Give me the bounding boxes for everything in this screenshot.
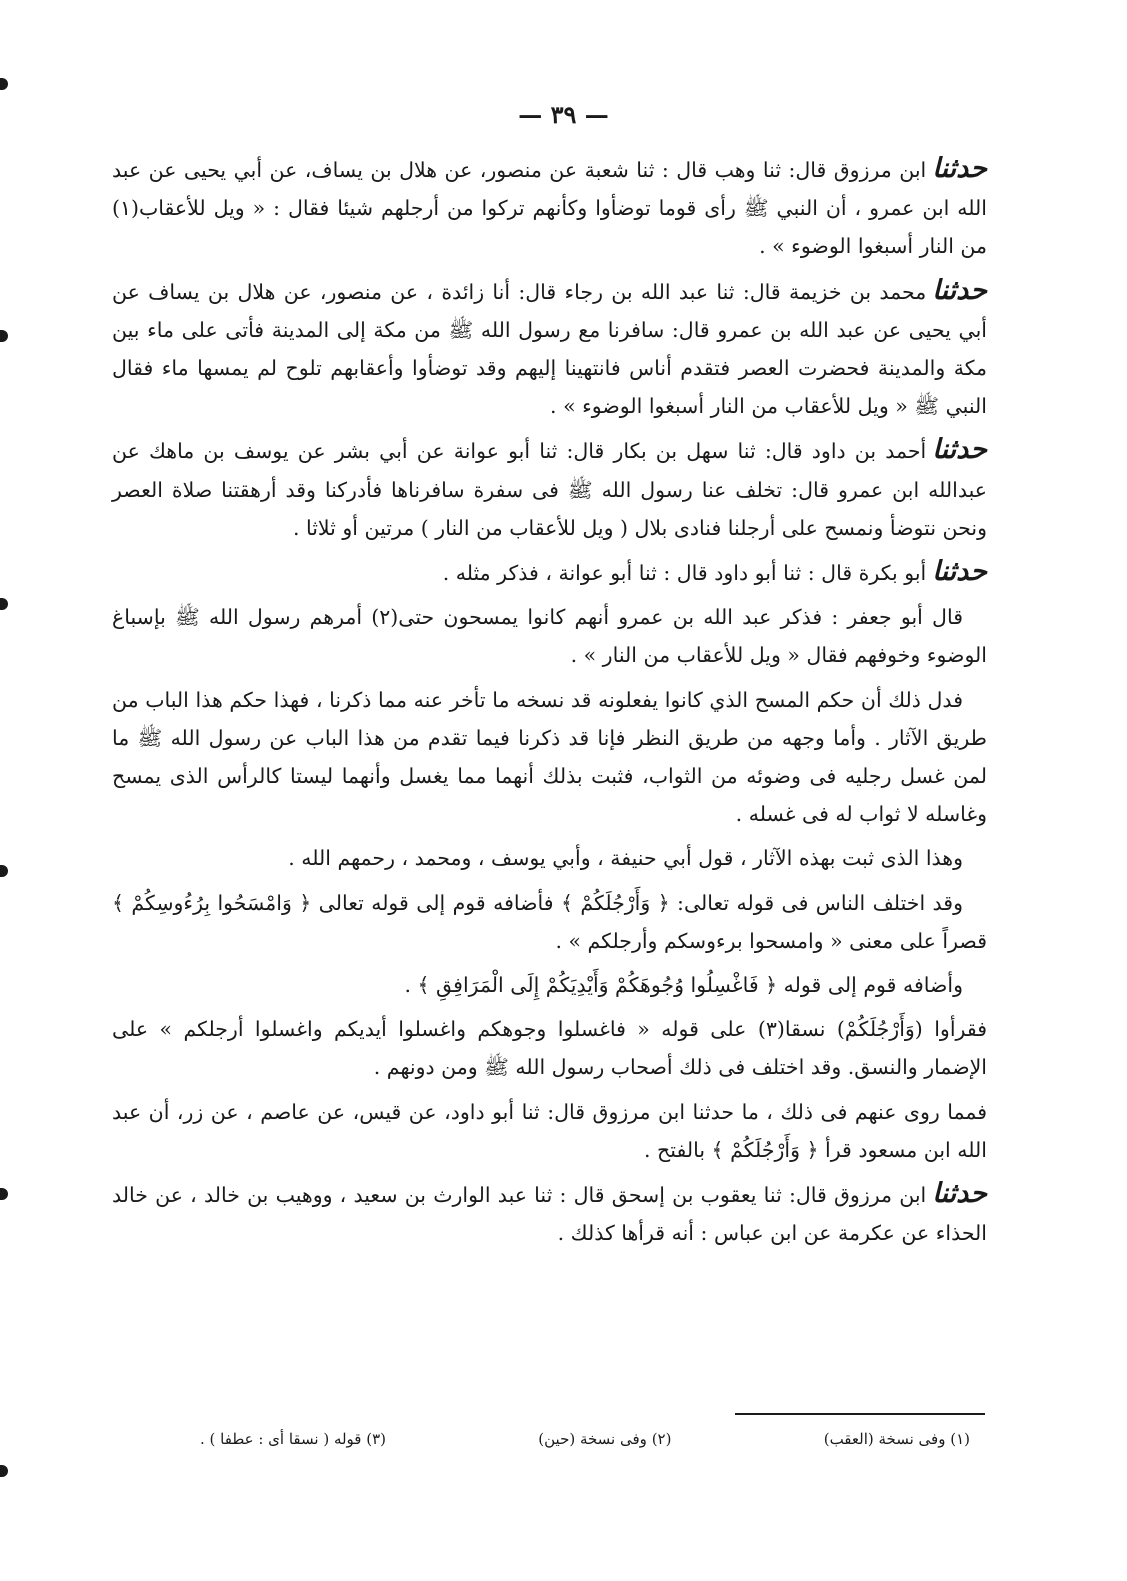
paragraph-7	[112, 839, 987, 877]
footnote-divider	[735, 1413, 985, 1415]
paragraph-text: وأضافه قوم إلى قوله ﴿ فَاغْسِلُوا وُجُوهَكُمْ وَأَيْدِيَكُمْ إِلَى الْمَرَافِقِ ﴾ .	[404, 973, 963, 998]
paragraph-text: ابن مرزوق قال: ثنا يعقوب بن إسحق قال : ثنا عبد الوارث بن سعيد ، ووهيب بن خالد ، عن خالد الحذاء عن عكرمة عن ابن عباس : أنه قرأها كذلك .	[112, 1183, 987, 1246]
lead-word: حدثنا	[932, 1178, 987, 1210]
paragraph-6	[112, 681, 987, 834]
lead-word: حدثنا	[932, 434, 987, 466]
paragraph-5	[112, 598, 987, 674]
footnote-1: (١) وفى نسخة (العقب)	[823, 1430, 970, 1448]
page-number: — ٣٩ —	[518, 100, 609, 129]
paragraph-9	[112, 966, 987, 1004]
binding-mark	[0, 1465, 8, 1477]
paragraph-text: وهذا الذى ثبت بهذه الآثار ، قول أبي حنيفة ، وأبي يوسف ، ومحمد ، رحمهم الله .	[288, 846, 963, 871]
paragraph-text: ابن مرزوق قال: ثنا وهب قال : ثنا شعبة عن منصور، عن هلال بن يساف، عن أبي يحيى عن عبد الله ابن عمرو ، أن النبي ﷺ رأى قوما توضأوا وكأنهم تركوا من أرجلهم شيئا فقال : « ويل للأعقاب(١) من النار أسبغوا الوضوء » .	[112, 158, 987, 259]
binding-mark	[0, 78, 8, 90]
paragraph-3	[112, 431, 987, 547]
paragraph-text: قال أبو جعفر : فذكر عبد الله بن عمرو أنهم كانوا يمسحون حتى(٢) أمرهم رسول الله ﷺ بإسباغ الوضوء وخوفهم فقال « ويل للأعقاب من النار » .	[112, 605, 987, 668]
paragraph-1	[112, 150, 987, 266]
paragraph-text: أحمد بن داود قال: ثنا سهل بن بكار قال: ثنا أبو عوانة عن أبي بشر عن يوسف بن ماهك عن عبدالله ابن عمرو قال: تخلف عنا رسول الله ﷺ فى سفرة سافرناها فأدركنا وقد أرهقتنا صلاة العصر ونحن نتوضأ ونمسح على أرجلنا فنادى بلال ( ويل للأعقاب من النار ) مرتين أو ثلاثا .	[112, 439, 987, 540]
binding-mark	[0, 598, 8, 610]
binding-mark	[0, 865, 8, 877]
paragraph-10	[112, 1010, 987, 1086]
footnotes	[200, 1430, 970, 1448]
binding-mark	[0, 1188, 8, 1200]
lead-word: حدثنا	[932, 556, 987, 588]
footnote-2: (٢) وفى نسخة (حين)	[538, 1430, 672, 1448]
paragraph-8	[112, 884, 987, 960]
binding-mark	[0, 330, 8, 342]
main-text	[112, 150, 987, 1258]
paragraph-text: فمما روى عنهم فى ذلك ، ما حدثنا ابن مرزوق قال: ثنا أبو داود، عن قيس، عن عاصم ، عن زر، أن عبد الله ابن مسعود قرأ ﴿ وَأَرْجُلَكُمْ ﴾ بالفتح .	[112, 1099, 987, 1162]
paragraph-text: فقرأوا (وَأَرْجُلَكُمْ) نسقا(٣) على قوله « فاغسلوا وجوهكم واغسلوا أيديكم واغسلوا أرجلكم » على الإضمار والنسق. وقد اختلف فى ذلك أصحاب رسول الله ﷺ ومن دونهم .	[112, 1017, 987, 1080]
paragraph-text: وقد اختلف الناس فى قوله تعالى: ﴿ وَأَرْجُلَكُمْ ﴾ فأضافه قوم إلى قوله تعالى ﴿ وَامْسَحُوا بِرُءُوسِكُمْ ﴾ قصراً على معنى « وامسحوا برءوسكم وأرجلكم » .	[112, 890, 987, 953]
paragraph-2	[112, 272, 987, 426]
lead-word: حدثنا	[932, 274, 987, 306]
lead-word: حدثنا	[932, 153, 987, 184]
paragraph-text: محمد بن خزيمة قال: ثنا عبد الله بن رجاء قال: أنا زائدة ، عن منصور، عن هلال بن يساف عن أبي يحيى عن عبد الله بن عمرو قال: سافرنا مع رسول الله ﷺ من مكة إلى المدينة فأتى على ماء بين مكة والمدينة فحضرت العصر فتقدم أناس فانتهينا إليهم وقد توضأوا وأعقابهم تلوح لم يمسها ماء فقال النبي ﷺ « ويل للأعقاب من النار أسبغوا الوضوء » .	[112, 279, 987, 419]
paragraph-4	[112, 553, 987, 592]
footnote-3: (٣) قوله ( نسقا أى : عطفا ) .	[200, 1430, 387, 1448]
paragraph-11	[112, 1093, 987, 1169]
paragraph-12	[112, 1175, 987, 1252]
paragraph-text: فدل ذلك أن حكم المسح الذي كانوا يفعلونه قد نسخه ما تأخر عنه مما ذكرنا ، فهذا حكم هذا الباب من طريق الآثار . وأما وجهه من طريق النظر فإنا قد ذكرنا فيما تقدم من هذا الباب عن رسول الله ﷺ ما لمن غسل رجليه فى وضوئه من الثواب، فثبت بذلك أنهما مما يغسل وأنهما ليستا كالرأس الذى يمسح وغاسله لا ثواب له فى غسله .	[112, 687, 987, 827]
paragraph-text: أبو بكرة قال : ثنا أبو داود قال : ثنا أبو عوانة ، فذكر مثله .	[442, 561, 927, 586]
